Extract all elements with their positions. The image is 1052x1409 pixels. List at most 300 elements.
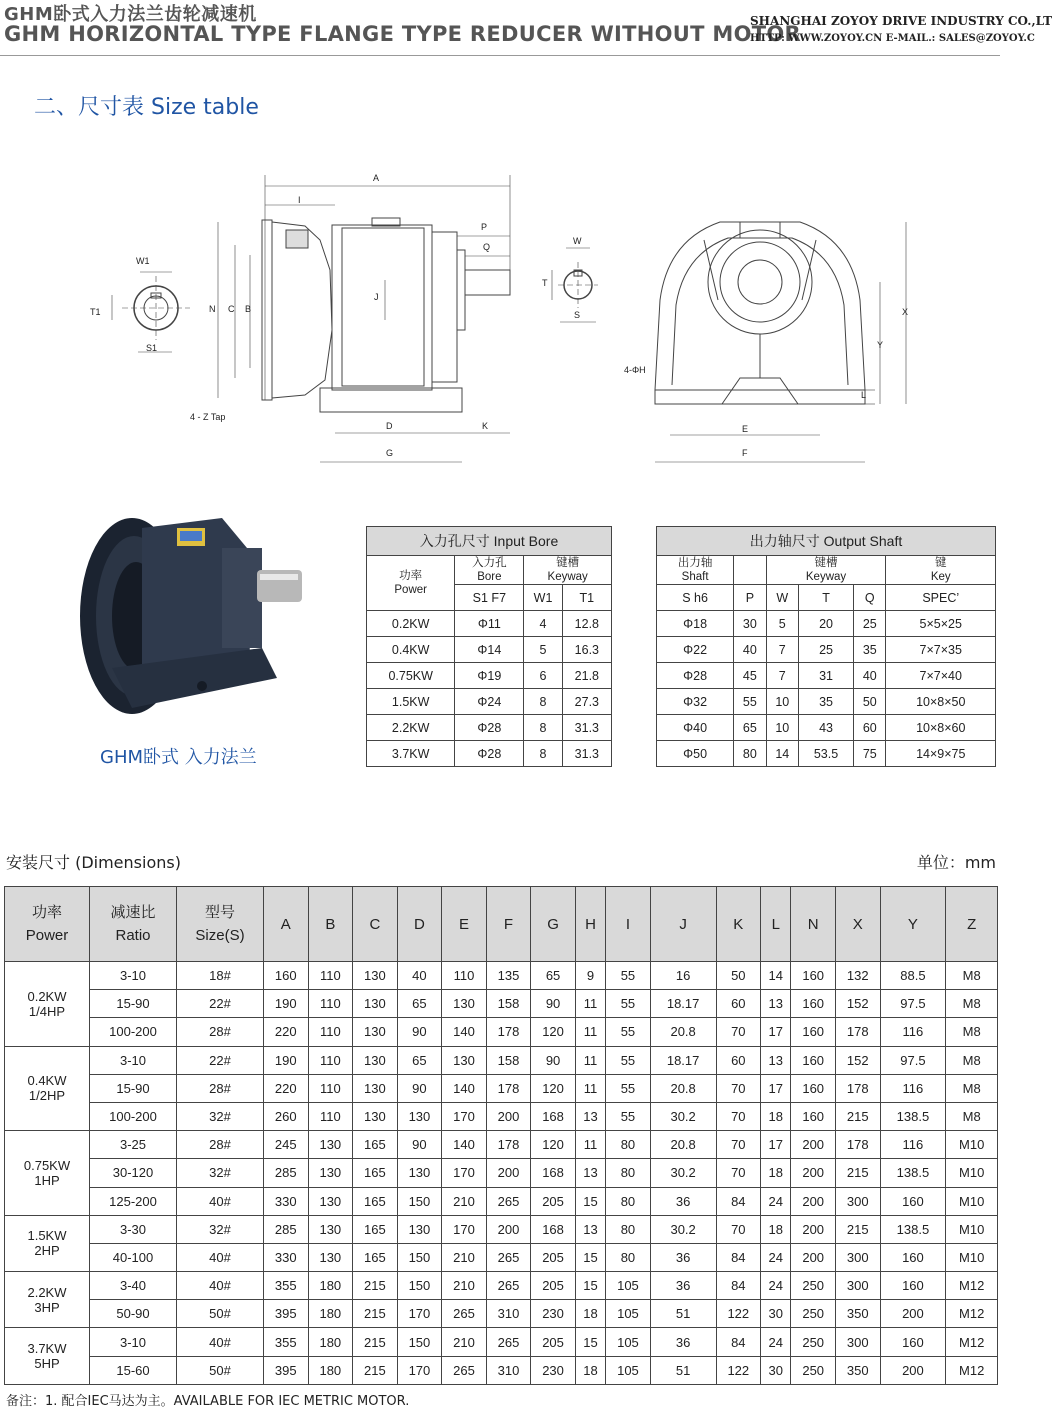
- dimensions-cell: 9: [575, 962, 605, 990]
- dimensions-cell: 40#: [177, 1243, 264, 1271]
- dimensions-cell: 13: [575, 1102, 605, 1130]
- dimensions-cell: 395: [264, 1300, 309, 1328]
- dimensions-cell: 70: [716, 1215, 761, 1243]
- output-shaft-cell: 65: [734, 715, 766, 741]
- label-f: F: [742, 448, 748, 458]
- dimensions-cell: 310: [486, 1356, 531, 1384]
- dimensions-cell: 30.2: [650, 1215, 716, 1243]
- dimensions-cell: 215: [835, 1159, 880, 1187]
- dimensions-header: 减速比 Ratio: [90, 887, 177, 962]
- dimensions-cell: 170: [397, 1300, 442, 1328]
- dimensions-cell: M12: [946, 1300, 998, 1328]
- dimensions-cell: 84: [716, 1272, 761, 1300]
- dimensions-cell: 220: [264, 1018, 309, 1046]
- table-row: [367, 741, 612, 767]
- dimensions-cell: 310: [486, 1300, 531, 1328]
- dimensions-cell: 140: [442, 1018, 487, 1046]
- input-bore-cell: 21.8: [562, 663, 611, 689]
- table-row: [5, 1300, 998, 1328]
- dimensions-cell: 110: [308, 1074, 353, 1102]
- dimensions-cell: M8: [946, 962, 998, 990]
- output-shaft-cell: 7: [766, 663, 798, 689]
- dimensions-cell: 200: [791, 1187, 836, 1215]
- dimensions-cell: 300: [835, 1243, 880, 1271]
- dimensions-cell: 200: [791, 1159, 836, 1187]
- dimensions-cell: 55: [606, 1046, 651, 1074]
- dimensions-cell: 51: [650, 1356, 716, 1384]
- dimensions-cell: 395: [264, 1356, 309, 1384]
- dimensions-cell: 165: [353, 1243, 398, 1271]
- dimensions-cell: 130: [397, 1159, 442, 1187]
- dimensions-cell: 18: [575, 1356, 605, 1384]
- dimensions-cell: 15: [575, 1187, 605, 1215]
- label-c: C: [228, 304, 235, 314]
- dimensions-cell: 80: [606, 1243, 651, 1271]
- dimensions-header: 功率 Power: [5, 887, 90, 962]
- input-bore-cell: Φ19: [455, 663, 524, 689]
- dimensions-cell: 22#: [177, 990, 264, 1018]
- dimensions-cell: 180: [308, 1356, 353, 1384]
- dimensions-cell: 190: [264, 1046, 309, 1074]
- dimensions-cell: 18: [761, 1102, 791, 1130]
- dimensions-cell: 205: [531, 1272, 576, 1300]
- dimensions-cell: 13: [575, 1215, 605, 1243]
- label-a: A: [373, 173, 380, 183]
- dimensions-header: A: [264, 887, 309, 962]
- dimensions-label: 安装尺寸 (Dimensions): [6, 853, 181, 872]
- dimensions-cell: 15: [575, 1243, 605, 1271]
- input-bore-cell: Φ11: [455, 611, 524, 637]
- dimensions-header: J: [650, 887, 716, 962]
- dimensions-cell: 90: [397, 1131, 442, 1159]
- label-n: N: [209, 304, 216, 314]
- input-bore-cell: 5: [524, 637, 562, 663]
- dimensions-cell: 130: [353, 962, 398, 990]
- table-row: [5, 1328, 998, 1356]
- dimensions-cell: 40: [397, 962, 442, 990]
- dimensions-cell: 32#: [177, 1215, 264, 1243]
- dimensions-cell: 90: [397, 1018, 442, 1046]
- label-s: S: [574, 310, 581, 320]
- dimensions-cell: 168: [531, 1215, 576, 1243]
- dimensions-cell: 215: [353, 1356, 398, 1384]
- output-shaft-header-keyway: 键槽 Keyway: [766, 556, 886, 585]
- input-bore-header-keyway: 键槽 Keyway: [524, 556, 612, 585]
- dimensions-cell: 105: [606, 1356, 651, 1384]
- dimensions-cell: 130: [308, 1215, 353, 1243]
- dimensions-cell: 165: [353, 1159, 398, 1187]
- output-shaft-cell: 5: [766, 611, 798, 637]
- dimensions-cell: 28#: [177, 1074, 264, 1102]
- label-j: J: [374, 292, 379, 302]
- dimensions-cell: 120: [531, 1018, 576, 1046]
- output-shaft-table: [656, 526, 996, 767]
- dimensions-cell: 210: [442, 1328, 487, 1356]
- label-tap: 4 - Z Tap: [190, 412, 226, 422]
- dimensions-cell: 116: [880, 1018, 946, 1046]
- dimensions-cell: 250: [791, 1272, 836, 1300]
- dimensions-cell: 160: [791, 1046, 836, 1074]
- dimensions-header: K: [716, 887, 761, 962]
- output-shaft-cell: 30: [734, 611, 766, 637]
- table-row: [5, 1159, 998, 1187]
- label-d: D: [386, 421, 393, 431]
- dimensions-cell: 88.5: [880, 962, 946, 990]
- dimensions-cell: 210: [442, 1243, 487, 1271]
- dimensions-cell: 130: [397, 1215, 442, 1243]
- dimensions-cell: 138.5: [880, 1215, 946, 1243]
- dimensions-cell: 84: [716, 1187, 761, 1215]
- table-row: [657, 637, 996, 663]
- dimensions-cell: 200: [791, 1215, 836, 1243]
- input-bore-cell: 0.2KW: [367, 611, 455, 637]
- dimensions-cell: 65: [397, 990, 442, 1018]
- dimensions-cell: 160: [791, 990, 836, 1018]
- dimensions-cell: 3-25: [90, 1131, 177, 1159]
- dimensions-header: C: [353, 887, 398, 962]
- dimensions-cell: 70: [716, 1018, 761, 1046]
- footnote: 备注：1. 配合IEC马达为主。AVAILABLE FOR IEC METRIC MOTOR.: [6, 1394, 410, 1409]
- dimensions-cell: 355: [264, 1328, 309, 1356]
- dimensions-cell: 22#: [177, 1046, 264, 1074]
- dimensions-cell: 178: [486, 1074, 531, 1102]
- dimensions-cell: 250: [791, 1300, 836, 1328]
- label-w1: W1: [136, 256, 150, 266]
- dimensions-cell: 130: [353, 990, 398, 1018]
- dimensions-cell: 17: [761, 1131, 791, 1159]
- label-i: I: [298, 195, 301, 205]
- input-bore-cell: 0.4KW: [367, 637, 455, 663]
- dimensions-cell: 215: [353, 1272, 398, 1300]
- dimensions-cell: 130: [308, 1159, 353, 1187]
- dimensions-cell: 265: [486, 1243, 531, 1271]
- dimensions-cell: 17: [761, 1074, 791, 1102]
- dimensions-cell: 130: [308, 1131, 353, 1159]
- input-bore-cell: 8: [524, 715, 562, 741]
- dimensions-cell: 168: [531, 1159, 576, 1187]
- dimensions-cell: 15-90: [90, 990, 177, 1018]
- input-bore-cell: 31.3: [562, 741, 611, 767]
- dimensions-cell: 32#: [177, 1159, 264, 1187]
- label-t1: T1: [90, 307, 101, 317]
- dimensions-cell: 90: [531, 990, 576, 1018]
- dimensions-cell: 150: [397, 1328, 442, 1356]
- dimensions-cell: 30.2: [650, 1159, 716, 1187]
- dimensions-cell: 11: [575, 1046, 605, 1074]
- label-b: B: [245, 304, 252, 314]
- output-shaft-cell: 75: [854, 741, 886, 767]
- dimensions-cell: 3-10: [90, 1328, 177, 1356]
- dimensions-cell: 165: [353, 1187, 398, 1215]
- output-shaft-cell: 25: [798, 637, 853, 663]
- dimensions-cell: 116: [880, 1074, 946, 1102]
- power-cell: 3.7KW 5HP: [5, 1328, 90, 1384]
- table-row: [5, 962, 998, 990]
- table-row: [657, 689, 996, 715]
- output-shaft-cell: 53.5: [798, 741, 853, 767]
- unit-label: 单位：mm: [916, 853, 996, 872]
- table-row: [5, 1074, 998, 1102]
- dimensions-cell: 20.8: [650, 1131, 716, 1159]
- output-shaft-cell: 5×5×25: [886, 611, 996, 637]
- dimensions-cell: 230: [531, 1356, 576, 1384]
- label-w: W: [573, 236, 582, 246]
- dimensions-cell: 55: [606, 1102, 651, 1130]
- dimensions-cell: 18: [761, 1215, 791, 1243]
- dimensions-cell: 205: [531, 1328, 576, 1356]
- dimensions-cell: M10: [946, 1187, 998, 1215]
- dimensions-cell: 245: [264, 1131, 309, 1159]
- input-bore-cell: 2.2KW: [367, 715, 455, 741]
- dimensions-cell: 105: [606, 1272, 651, 1300]
- output-shaft-subheader: SPEC’: [886, 585, 996, 611]
- output-shaft-cell: 60: [854, 715, 886, 741]
- dimensions-cell: 170: [442, 1102, 487, 1130]
- table-row: [5, 1131, 998, 1159]
- dimensions-cell: 250: [791, 1356, 836, 1384]
- dimensions-cell: 135: [486, 962, 531, 990]
- output-shaft-cell: 45: [734, 663, 766, 689]
- label-holes: 4-ΦH: [624, 365, 646, 375]
- dimensions-cell: 265: [486, 1187, 531, 1215]
- dimensions-cell: 36: [650, 1243, 716, 1271]
- dimensions-cell: 215: [835, 1102, 880, 1130]
- dimensions-cell: 178: [835, 1018, 880, 1046]
- input-bore-sub-w1: W1: [524, 585, 562, 611]
- dimensions-cell: 97.5: [880, 990, 946, 1018]
- dimensions-cell: 200: [486, 1215, 531, 1243]
- dimensions-cell: 110: [308, 1046, 353, 1074]
- dimensions-cell: 285: [264, 1159, 309, 1187]
- dimensions-cell: M12: [946, 1328, 998, 1356]
- dimensions-header: E: [442, 887, 487, 962]
- power-cell: 0.4KW 1/2HP: [5, 1046, 90, 1131]
- dimensions-cell: 122: [716, 1300, 761, 1328]
- output-shaft-title: 出力轴尺寸 Output Shaft: [657, 527, 996, 556]
- label-g: G: [386, 448, 394, 458]
- input-bore-sub-t1: T1: [562, 585, 611, 611]
- output-shaft-cell: 10: [766, 715, 798, 741]
- dimensions-cell: 200: [486, 1159, 531, 1187]
- dimensions-cell: 90: [397, 1074, 442, 1102]
- dimensions-cell: 80: [606, 1131, 651, 1159]
- output-shaft-cell: 55: [734, 689, 766, 715]
- dimensions-cell: M8: [946, 1018, 998, 1046]
- dimensions-cell: 130: [353, 1018, 398, 1046]
- dimensions-cell: 36: [650, 1272, 716, 1300]
- dimensions-cell: 330: [264, 1187, 309, 1215]
- dimensions-cell: 140: [442, 1074, 487, 1102]
- dimensions-cell: 65: [397, 1046, 442, 1074]
- output-shaft-cell: Φ50: [657, 741, 734, 767]
- dimensions-cell: 178: [486, 1018, 531, 1046]
- dimensions-cell: 24: [761, 1328, 791, 1356]
- input-bore-cell: 12.8: [562, 611, 611, 637]
- table-row: [367, 611, 612, 637]
- dimensions-cell: 18.17: [650, 990, 716, 1018]
- side-view: [218, 175, 510, 462]
- dimensions-cell: 51: [650, 1300, 716, 1328]
- dimensions-cell: 160: [791, 962, 836, 990]
- dimensions-cell: 220: [264, 1074, 309, 1102]
- dimensions-cell: 170: [442, 1215, 487, 1243]
- dimensions-cell: 17: [761, 1018, 791, 1046]
- input-bore-cell: Φ28: [455, 741, 524, 767]
- dimensions-cell: 138.5: [880, 1102, 946, 1130]
- dimensions-cell: 160: [880, 1243, 946, 1271]
- output-shaft-cell: 35: [798, 689, 853, 715]
- dimensions-cell: 84: [716, 1243, 761, 1271]
- dimensions-cell: 100-200: [90, 1018, 177, 1046]
- dimensions-header: 型号 Size(S): [177, 887, 264, 962]
- dimensions-cell: 50: [716, 962, 761, 990]
- dimensions-header: F: [486, 887, 531, 962]
- output-shaft-cell: 7×7×35: [886, 637, 996, 663]
- dimensions-cell: 36: [650, 1328, 716, 1356]
- input-bore-cell: Φ14: [455, 637, 524, 663]
- dimensions-cell: 160: [264, 962, 309, 990]
- dimensions-cell: 65: [531, 962, 576, 990]
- dimensions-cell: 160: [880, 1187, 946, 1215]
- table-row: [5, 1018, 998, 1046]
- input-bore-cell: 16.3: [562, 637, 611, 663]
- dimensions-cell: M10: [946, 1243, 998, 1271]
- output-shaft-cell: Φ32: [657, 689, 734, 715]
- dimensions-cell: 215: [353, 1300, 398, 1328]
- dimensions-cell: 250: [791, 1328, 836, 1356]
- dimensions-cell: M8: [946, 1074, 998, 1102]
- label-t: T: [542, 278, 548, 288]
- dimensions-cell: 18: [761, 1159, 791, 1187]
- dimensions-cell: 350: [835, 1300, 880, 1328]
- output-shaft-cell: Φ40: [657, 715, 734, 741]
- dimensions-cell: 110: [308, 1102, 353, 1130]
- table-row: [367, 689, 612, 715]
- table-row: [657, 741, 996, 767]
- dimensions-cell: 125-200: [90, 1187, 177, 1215]
- input-bore-cell: 8: [524, 741, 562, 767]
- dimensions-cell: 14: [761, 962, 791, 990]
- output-shaft-cell: 10×8×60: [886, 715, 996, 741]
- dimensions-cell: 132: [835, 962, 880, 990]
- dimensions-cell: 80: [606, 1215, 651, 1243]
- dimensions-cell: 158: [486, 990, 531, 1018]
- output-shaft-cell: Φ22: [657, 637, 734, 663]
- dimensions-cell: M8: [946, 1046, 998, 1074]
- input-bore-sub-s1: S1 F7: [455, 585, 524, 611]
- output-shaft-subheader: W: [766, 585, 798, 611]
- dimensions-cell: 3-30: [90, 1215, 177, 1243]
- dimensions-cell: 30.2: [650, 1102, 716, 1130]
- output-shaft-cell: 10×8×50: [886, 689, 996, 715]
- dimensions-header: D: [397, 887, 442, 962]
- dimensions-cell: 165: [353, 1215, 398, 1243]
- dimensions-cell: 55: [606, 990, 651, 1018]
- dimensions-cell: 18: [575, 1300, 605, 1328]
- dimensions-header: H: [575, 887, 605, 962]
- dimensions-cell: 160: [880, 1328, 946, 1356]
- dimensions-cell: 11: [575, 1018, 605, 1046]
- dimensions-cell: 120: [531, 1074, 576, 1102]
- dimensions-cell: 300: [835, 1328, 880, 1356]
- output-shaft-subheader: Q: [854, 585, 886, 611]
- dimensions-cell: 150: [397, 1187, 442, 1215]
- dimensions-cell: 110: [308, 990, 353, 1018]
- dimensions-cell: 30-120: [90, 1159, 177, 1187]
- dimensions-cell: 40-100: [90, 1243, 177, 1271]
- output-shaft-cell: 40: [734, 637, 766, 663]
- dimensions-cell: 40#: [177, 1187, 264, 1215]
- input-bore-header-power: 功率 Power: [367, 556, 455, 611]
- dimensions-cell: 168: [531, 1102, 576, 1130]
- dimensions-cell: 100-200: [90, 1102, 177, 1130]
- dimensions-cell: 122: [716, 1356, 761, 1384]
- dimensions-cell: 32#: [177, 1102, 264, 1130]
- dimensions-cell: 265: [442, 1300, 487, 1328]
- dimensions-cell: 160: [791, 1102, 836, 1130]
- dimensions-cell: 18#: [177, 962, 264, 990]
- dimensions-cell: 205: [531, 1187, 576, 1215]
- dimensions-cell: 215: [835, 1215, 880, 1243]
- dimensions-cell: 230: [531, 1300, 576, 1328]
- output-shaft-cell: 40: [854, 663, 886, 689]
- company-name: SHANGHAI ZOYOY DRIVE INDUSTRY CO.,LT: [750, 14, 1052, 28]
- dimensions-cell: 20.8: [650, 1018, 716, 1046]
- power-cell: 0.2KW 1/4HP: [5, 962, 90, 1047]
- dimensions-cell: 84: [716, 1328, 761, 1356]
- table-row: [5, 990, 998, 1018]
- dimensions-cell: 13: [761, 1046, 791, 1074]
- input-bore-title: 入力孔尺寸 Input Bore: [367, 527, 612, 556]
- table-row: [5, 1272, 998, 1300]
- table-row: [657, 715, 996, 741]
- dimensions-header: Y: [880, 887, 946, 962]
- dimensions-cell: 55: [606, 1074, 651, 1102]
- table-row: [367, 637, 612, 663]
- dimensions-cell: 60: [716, 1046, 761, 1074]
- dimensions-cell: 70: [716, 1074, 761, 1102]
- dimensions-cell: 55: [606, 962, 651, 990]
- dimensions-cell: 70: [716, 1159, 761, 1187]
- dimensions-cell: 28#: [177, 1018, 264, 1046]
- dimensions-cell: 50#: [177, 1356, 264, 1384]
- output-shaft-cell: 7: [766, 637, 798, 663]
- table-row: [657, 611, 996, 637]
- input-bore-cell: 1.5KW: [367, 689, 455, 715]
- dimensions-cell: 11: [575, 1074, 605, 1102]
- input-bore-cell: 4: [524, 611, 562, 637]
- input-bore-detail: [112, 272, 190, 352]
- table-row: [5, 1102, 998, 1130]
- dimensions-cell: 200: [791, 1131, 836, 1159]
- dimensions-cell: 200: [791, 1243, 836, 1271]
- output-shaft-cell: 7×7×40: [886, 663, 996, 689]
- dimensions-header: B: [308, 887, 353, 962]
- output-shaft-subheader: S h6: [657, 585, 734, 611]
- input-bore-cell: 6: [524, 663, 562, 689]
- dimensions-cell: 190: [264, 990, 309, 1018]
- dimensions-cell: 80: [606, 1159, 651, 1187]
- dimensions-cell: 178: [835, 1074, 880, 1102]
- dimensions-cell: 165: [353, 1131, 398, 1159]
- front-view: [655, 222, 909, 462]
- dimensions-cell: 50-90: [90, 1300, 177, 1328]
- output-shaft-header-key: 键 Key: [886, 556, 996, 585]
- dimensions-cell: 30: [761, 1356, 791, 1384]
- dimensions-cell: 130: [442, 990, 487, 1018]
- output-shaft-cell: 20: [798, 611, 853, 637]
- label-k: K: [482, 421, 489, 431]
